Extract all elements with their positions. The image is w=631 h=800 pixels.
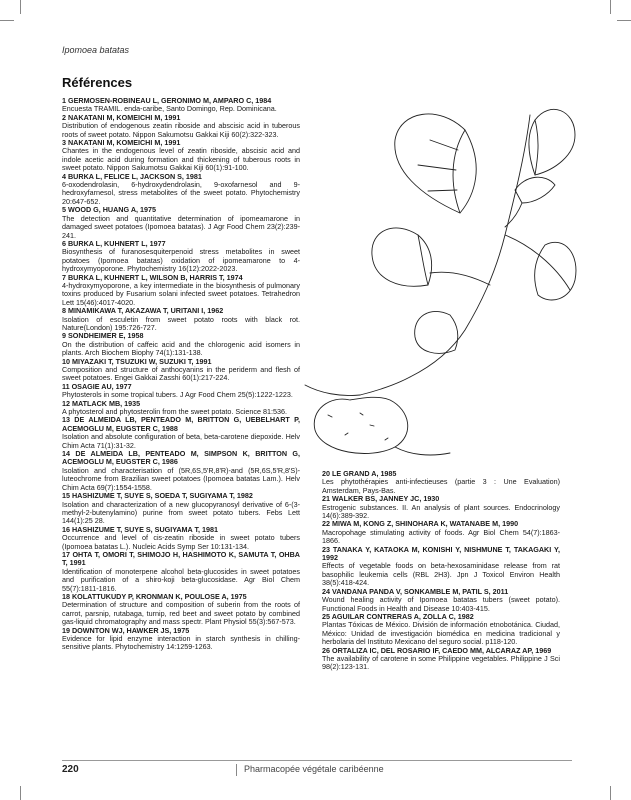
reference-authors: 22 MIWA M, KONG Z, SHINOHARA K, WATANABE M, 1990 — [322, 519, 519, 529]
reference-authors: 25 AGUILAR CONTRERAS A, ZOLLA C, 1982 — [322, 611, 474, 621]
crop-mark — [610, 786, 611, 800]
reference-authors: 18 KOLATTUKUDY P, KRONMAN K, POULOSE A, 1975 — [62, 591, 247, 601]
reference-entry — [322, 470, 560, 495]
running-title: Ipomoea batatas — [62, 45, 130, 55]
reference-authors: 21 WALKER BS, JANNEY JC, 1930 — [322, 494, 440, 504]
reference-citation: The detection and quantitative determination of ipomeamarone in damaged sweet potatoes (Ipomoea batatas). J Agr Food Chem 23(2):239-241. — [62, 213, 300, 240]
reference-citation: Occurrence and level of cis-zeatin riboside in sweet potato tubers (Ipomoea batatas L.). Nucleic Acids Symp Ser 10:131-134. — [62, 533, 300, 551]
reference-entry — [62, 358, 300, 383]
reference-citation: Composition and structure of anthocyanins in the periderm and flesh of sweet potatoes. Engei Gakkai Zasshi 60(1):217-224. — [62, 365, 300, 383]
reference-entry — [62, 114, 300, 139]
reference-authors: 3 NAKATANI M, KOMEICHI M, 1991 — [62, 138, 181, 148]
reference-entry — [322, 588, 560, 613]
references-right-column — [322, 470, 560, 672]
reference-citation: Distribution of endogenous zeatin riboside and abscisic acid in tuberous roots of sweet potato. Nippon Sakumotsu Gakkai Kiji 60(2):322-323. — [62, 121, 300, 139]
reference-authors: 1 GERMOSEN-ROBINEAU L, GERONIMO M, AMPARO C, 1984 — [62, 96, 272, 105]
reference-citation: Macropohage stimulating activity of foods. Agr Biol Chem 54(7):1863-1866. — [322, 527, 560, 546]
reference-entry — [62, 206, 300, 240]
reference-citation: Isolation of esculetin from sweet potato roots with black rot. Nature(London) 195:726-727. — [62, 314, 300, 332]
reference-entry — [62, 383, 300, 400]
reference-authors: 12 MATLACK MB, 1935 — [62, 398, 141, 408]
reference-citation: Isolation and characterisation of (5R,6S,5'R,8'R)-and (5R,6S,5'R,8'S)-luteochrome from Brazilian sweet potatoes (Ipomoea batatas Lam.). Helv Chim Acta 69(7):1554-1558. — [62, 465, 300, 492]
reference-citation: Les phytothérapies anti-infectieuses (partie 3 : Une Evaluation) Amsterdam, Pays-Bas. — [322, 477, 560, 495]
reference-citation: Estrogenic substances. II. An analysis of plant sources. Endocrinology 14(6):389-392. — [322, 502, 560, 521]
reference-authors: 10 MIYAZAKI T, TSUZUKI W, SUZUKI T, 1991 — [62, 356, 212, 366]
reference-entry — [62, 450, 300, 492]
reference-authors: 15 HASHIZUME T, SUYE S, SOEDA T, SUGIYAMA T, 1982 — [62, 491, 253, 501]
reference-citation: Evidence for lipid enzyme interaction in starch synthesis in chilling-sensitive plants. Phytochemistry 14:1259-1263. — [62, 634, 300, 652]
reference-entry — [322, 546, 560, 588]
reference-citation: Encuesta TRAMIL. enda-caribe, Santo Domingo, Rep. Dominicana. — [62, 104, 277, 114]
reference-citation: Effects of vegetable foods on beta-hexosaminidase release from rat basophilic leukemia cells (RBL 2H3). Jpn J Toxicol Environ Health 38(5):418-424. — [322, 561, 560, 588]
crop-mark — [20, 0, 21, 14]
reference-entry — [322, 495, 560, 520]
crop-mark — [0, 20, 14, 21]
crop-mark — [617, 20, 631, 21]
reference-authors: 17 OHTA T, OMORI T, SHIMOJO H, HASHIMOTO K, SAMUTA T, OHBA T, 1991 — [62, 549, 300, 568]
reference-citation: 4-hydroxymyoporone, a key intermediate in the biosynthesis of pulmonary toxins produced by Fusarium solani infected sweet potatoes. Tetrahedron Lett 15(46):4017-4020. — [62, 280, 300, 307]
reference-entry — [322, 613, 560, 647]
reference-entry — [62, 97, 300, 114]
footer-separator — [236, 764, 237, 776]
reference-authors: 24 VANDANA PANDA V, SONKAMBLE M, PATIL S, 2011 — [322, 586, 509, 596]
reference-citation: Wound healing activity of Ipomoea batatas tubers (sweet potato). Functional Foods in Health and Disease 10:403-415. — [322, 595, 560, 613]
reference-authors: 8 MINAMIKAWA T, AKAZAWA T, URITANI I, 1962 — [62, 306, 224, 316]
reference-entry — [62, 492, 300, 526]
crop-mark — [610, 0, 611, 14]
reference-authors: 7 BURKA L, KUHNERT L, WILSON B, HARRIS T, 1974 — [62, 272, 243, 282]
reference-entry — [322, 520, 560, 545]
reference-entry — [62, 307, 300, 332]
reference-authors: 19 DOWNTON WJ, HAWKER JS, 1975 — [62, 625, 190, 635]
reference-authors: 23 TANAKA Y, KATAOKA M, KONISHI Y, NISHMUNE T, TAKAGAKI Y, 1992 — [322, 544, 560, 563]
reference-authors: 5 WOOD G, HUANG A, 1975 — [62, 205, 156, 215]
reference-citation: Plantas Tóxicas de México. División de información etnobotánica. Ciudad, México: Unidad de investigación biomédica en medicina tradicional y herbolaria del Instituto Mexicano del seguro social. p118-120. — [322, 620, 560, 647]
reference-entry — [62, 627, 300, 652]
reference-citation: On the distribution of caffeic acid and the chlorogenic acid isomers in plants. Arch Biochem Biophy 74(1):131-138. — [62, 339, 300, 358]
reference-citation: Isolation and characterization of a new glucopyranosyl derivative of 6-(3-methyl-2-butenylamino) purine from sweet potato tubers. Febs Lett 144(1):25 28. — [62, 499, 300, 526]
references-left-column — [62, 97, 300, 652]
reference-entry — [62, 526, 300, 551]
footer-book-title: Pharmacopée végétale caribéenne — [244, 764, 384, 774]
sweet-potato-plant-drawing-icon — [300, 95, 580, 465]
reference-authors: 11 OSAGIE AU, 1977 — [62, 381, 132, 391]
reference-authors: 16 HASHIZUME T, SUYE S, SUGIYAMA T, 1981 — [62, 524, 219, 534]
section-title: Références — [62, 75, 133, 90]
reference-authors: 13 DE ALMEIDA LB, PENTEADO M, BRITTON G, UEBELHART P, ACEMOGLU M, EUGSTER C, 1988 — [62, 415, 300, 433]
reference-entry — [62, 240, 300, 274]
reference-citation: Identification of monoterpene alcohol beta-glucosides in sweet potatoes and purification of a shiro-koji beta-glucosidase. Agr Biol Chem 55(7):1811-1816. — [62, 566, 300, 593]
reference-entry — [62, 400, 300, 417]
reference-citation: Determination of structure and composition of suberin from the roots of carrot, parsnip, rutabaga, turnip, red beet and sweet potato by combined gas-liquid chromatography and mass spectr. Plant Physiol 55(3):567-573. — [62, 600, 300, 627]
reference-citation: The availability of carotene in some Philippine vegetables. Philippine J Sci 98(2):123-131. — [322, 653, 560, 672]
reference-authors: 26 ORTALIZA IC, DEL ROSARIO IF, CAEDO MM, ALCARAZ AP, 1969 — [322, 645, 552, 655]
reference-citation: Chantes in the endogenous level of zeatin riboside, abscisic acid and indole acetic acid during formation and thickening of tuberous roots in sweet potato. Nippon Sakumotsu Gakkai Kiji 60(1):91-100. — [62, 146, 300, 173]
reference-authors: 14 DE ALMEIDA LB, PENTEADO M, SIMPSON K, BRITTON G, ACEMOGLU M, EUGSTER C, 1986 — [62, 449, 300, 467]
reference-citation: Biosynthesis of furanosesquiterpenoid stress metabolites in sweet potatoes (Ipomoea batatas) oxidation of ipomeamarone to 4-hydroxymyoporone. Phytochemistry 16(12):2022-2023. — [62, 247, 300, 274]
footer-rule — [62, 760, 572, 761]
reference-entry — [62, 274, 300, 308]
reference-citation: Isolation and absolute configuration of beta, beta-carotene diepoxide. Helv Chim Acta 71(1):31-32. — [62, 432, 300, 450]
reference-entry — [62, 551, 300, 593]
reference-authors: 4 BURKA L, FELICE L, JACKSON S, 1981 — [62, 171, 202, 181]
reference-citation: Phytosterols in some tropical tubers. J Agr Food Chem 25(5):1222-1223. — [62, 390, 293, 400]
reference-authors: 9 SONDHEIMER E, 1958 — [62, 331, 144, 341]
page-number: 220 — [62, 764, 79, 775]
crop-mark — [20, 786, 21, 800]
reference-authors: 2 NAKATANI M, KOMEICHI M, 1991 — [62, 112, 181, 122]
reference-entry — [62, 332, 300, 357]
reference-authors: 20 LE GRAND A, 1985 — [322, 469, 397, 478]
reference-citation: A phytosterol and phytosterolin from the sweet potato. Science 81:536. — [62, 407, 287, 417]
reference-citation: 6-oxodendrolasin, 6-hydroxydendrolasin, 9-oxofarnesol and 9-hedroxyfarnesol, stress metabolites of the sweet potato. Phytochemistry 20:647-652. — [62, 180, 300, 206]
reference-entry — [322, 647, 560, 672]
reference-entry — [62, 416, 300, 450]
reference-entry — [62, 173, 300, 207]
reference-authors: 6 BURKA L, KUHNERT L, 1977 — [62, 238, 166, 248]
reference-entry — [62, 593, 300, 627]
reference-entry — [62, 139, 300, 173]
